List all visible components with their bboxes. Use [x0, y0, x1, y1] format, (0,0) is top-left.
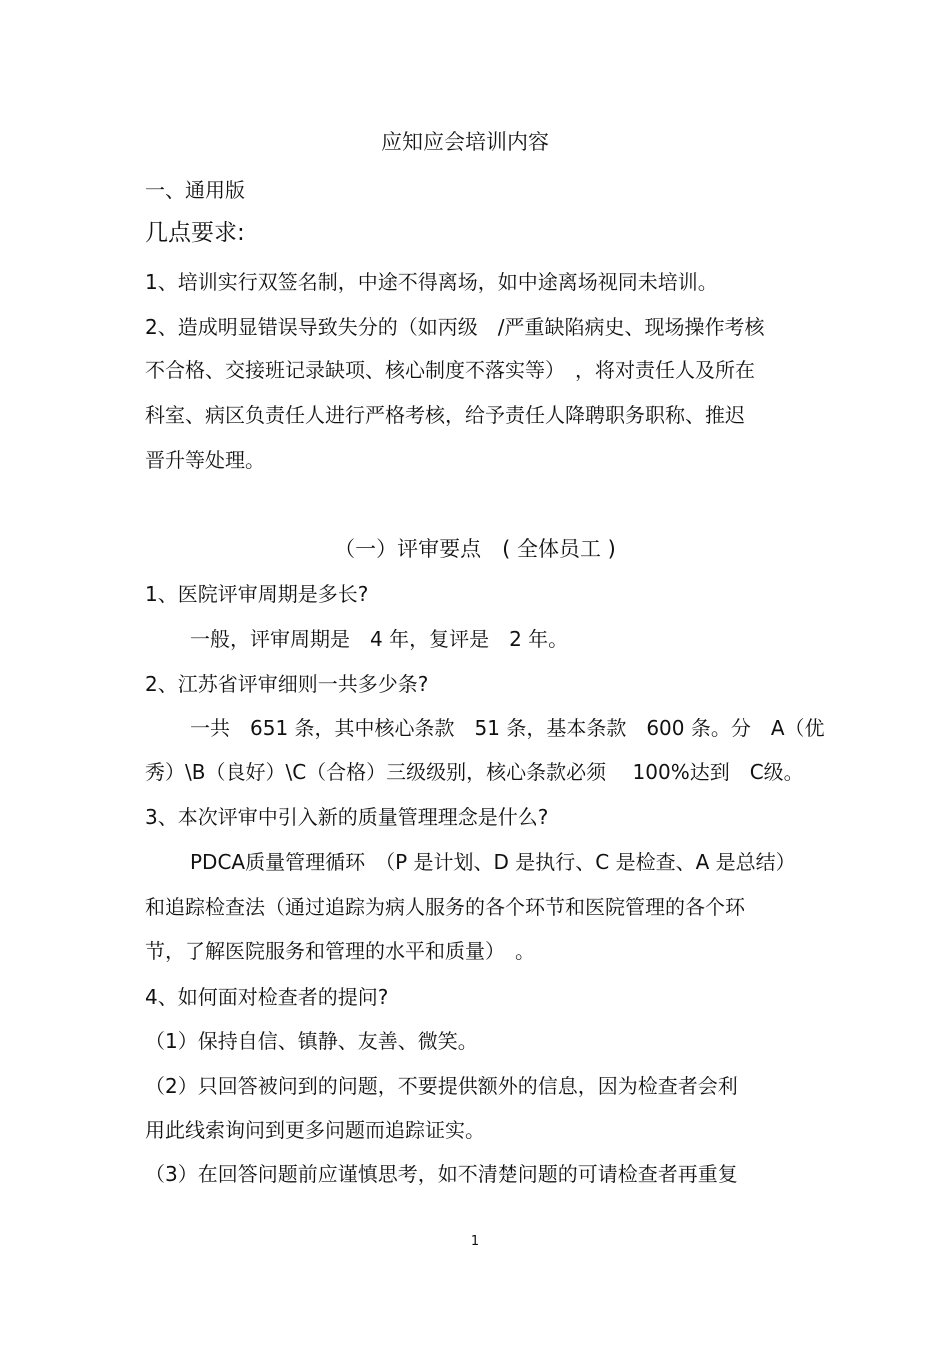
answer-2-line: 一共 651 条，其中核心条款 51 条，基本条款 600 条。分 A（优	[190, 716, 825, 740]
question-2: 2、江苏省评审细则一共多少条?	[145, 672, 429, 696]
question-4: 4、如何面对检查者的提问?	[145, 985, 389, 1009]
requirement-2-line: 科室、病区负责任人进行严格考核，给予责任人降聘职务职称、推迟	[145, 403, 745, 427]
requirement-2-line: 晋升等处理。	[145, 448, 265, 472]
answer-4-item-1: （1）保持自信、镇静、友善、微笑。	[145, 1029, 478, 1053]
subsection-title: （一）评审要点 ( 全体员工 )	[334, 537, 616, 561]
requirement-2-line: 不合格、交接班记录缺项、核心制度不落实等） ，将对责任人及所在	[145, 358, 755, 382]
answer-3-line: PDCA质量管理循环 （P 是计划、D 是执行、C 是检查、A 是总结）	[190, 850, 796, 874]
requirement-2-line: 2、造成明显错误导致失分的（如丙级 /严重缺陷病史、现场操作考核	[145, 315, 765, 339]
answer-3-line: 节，了解医院服务和管理的水平和质量） 。	[145, 939, 535, 963]
answer-1: 一般，评审周期是 4 年，复评是 2 年。	[190, 627, 569, 651]
answer-2-line: 秀）\B（良好）\C（合格）三级级别，核心条款必须 100%达到 C级。	[145, 760, 804, 784]
answer-3-line: 和追踪检查法（通过追踪为病人服务的各个环节和医院管理的各个环	[145, 895, 745, 919]
section-heading: 一、通用版	[145, 178, 245, 202]
answer-4-item-3: （3）在回答问题前应谨慎思考，如不清楚问题的可请检查者再重复	[145, 1162, 738, 1186]
answer-4-item-2-line: 用此线索询问到更多问题而追踪证实。	[145, 1118, 485, 1142]
requirements-heading: 几点要求:	[145, 220, 245, 246]
answer-4-item-2-line: （2）只回答被问到的问题，不要提供额外的信息，因为检查者会利	[145, 1074, 738, 1098]
question-1: 1、医院评审周期是多长?	[145, 582, 369, 606]
question-3: 3、本次评审中引入新的质量管理理念是什么?	[145, 805, 549, 829]
page-title: 应知应会培训内容	[381, 130, 549, 154]
page-number: 1	[470, 1234, 480, 1249]
requirement-1: 1、培训实行双签名制，中途不得离场，如中途离场视同未培训。	[145, 270, 718, 294]
